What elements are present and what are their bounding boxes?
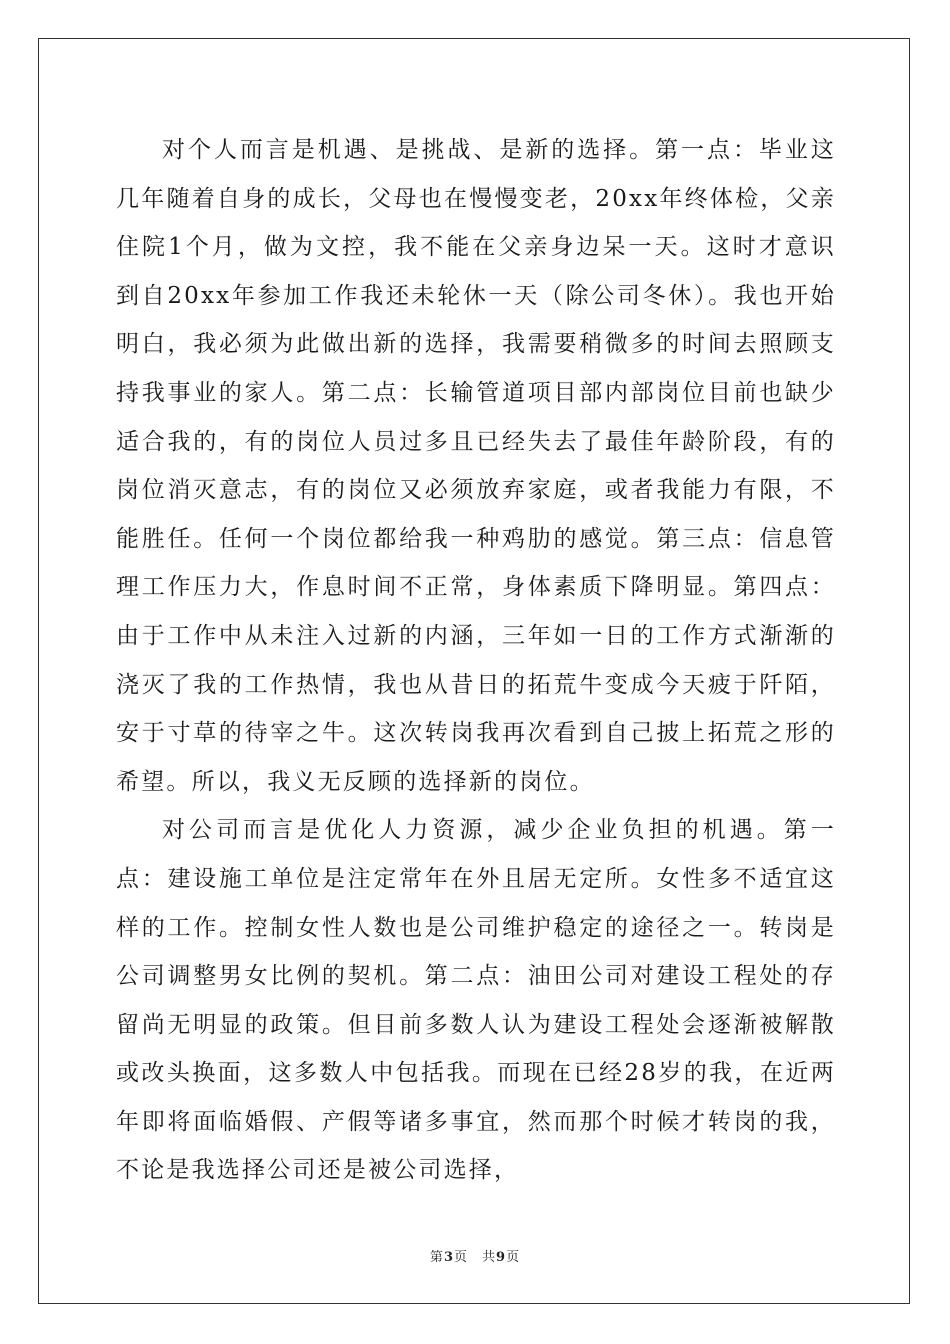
- document-body: [116, 126, 836, 1195]
- paragraph-company: 对公司而言是优化人力资源，减少企业负担的机遇。第一点：建设施工单位是注定常年在外且居无定所。女性多不适宜这样的工作。控制女性人数也是公司维护稳定的途径之一。转岗是公司调整男女比例的契机。第二点：油田公司对建设工程处的存留尚无明显的政策。但目前多数人认为建设工程处会逐渐被解散或改头换面，这多数人中包括我。而现在已经28岁的我，在近两年即将面临婚假、产假等诸多事宜，然而那个时候才转岗的我，不论是我选择公司还是被公司选择，: [116, 817, 836, 1184]
- page-footer: [0, 1246, 950, 1265]
- paragraph-personal: 对个人而言是机遇、是挑战、是新的选择。第一点：毕业这几年随着自身的成长，父母也在慢慢变老，20xx年终体检，父亲住院1个月，做为文控，我不能在父亲身边呆一天。这时才意识到自20xx年参加工作我还未轮休一天（除公司冬休）。我也开始明白，我必须为此做出新的选择，我需要稍微多的时间去照顾支持我事业的家人。第二点：长输管道项目部内部岗位目前也缺少适合我的，有的岗位人员过多且已经失去了最佳年龄阶段，有的岗位消灭意志，有的岗位又必须放弃家庭，或者我能力有限，不能胜任。任何一个岗位都给我一种鸡肋的感觉。第三点：信息管理工作压力大，作息时间不正常，身体素质下降明显。第四点：由于工作中从未注入过新的内涵，三年如一日的工作方式渐渐的浇灭了我的工作热情，我也从昔日的拓荒牛变成今天疲于阡陌，安于寸草的待宰之牛。这次转岗我再次看到自己披上拓荒之形的希望。所以，我义无反顾的选择新的岗位。: [116, 137, 836, 795]
- page-label-suffix: 页: [453, 1250, 468, 1265]
- page-label-prefix: 第: [429, 1250, 444, 1265]
- total-label-prefix: 共: [482, 1250, 497, 1265]
- total-page-count: 9: [496, 1250, 507, 1265]
- total-label-suffix: 页: [506, 1250, 521, 1265]
- current-page-number: 3: [443, 1250, 454, 1265]
